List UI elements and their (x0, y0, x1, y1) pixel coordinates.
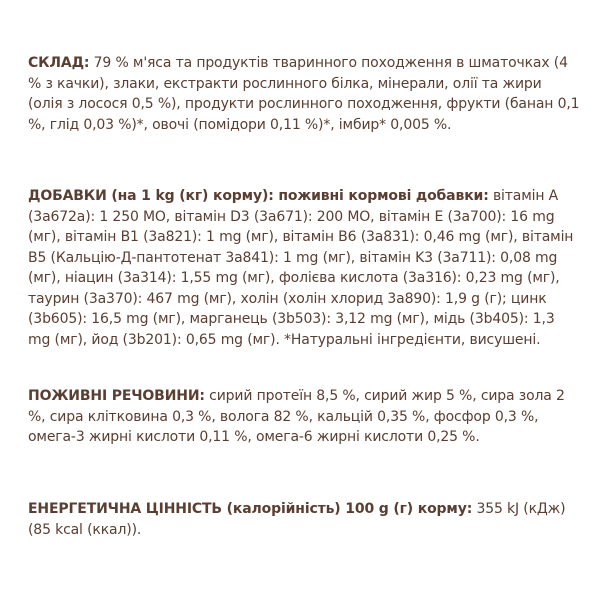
nutrients-heading: ПОЖИВНІ РЕЧОВИНИ: (28, 388, 205, 404)
composition-text: 79 % м'яса та продуктів тваринного походження в шматочках (4 % з качки), злаки, екстракти рослинного білка, мінерали, олії та жири (олія з лосося 0,5 %), продукти рослинного походження, фрукти (банан 0,1 %, глід 0,03 %)*, овочі (помідори 0,11 %)*, імбир* 0,005 %. (28, 55, 580, 133)
energy-section (28, 499, 580, 540)
additives-heading: ДОБАВКИ (на 1 kg (кг) корму): поживні кормові добавки: (28, 188, 489, 204)
additives-section (28, 186, 580, 350)
nutrients-text: сирий протеїн 8,5 %, сирий жир 5 %, сира зола 2 %, сира клітковина 0,3 %, волога 82 %, кальцій 0,35 %, фосфор 0,3 %, омега-3 жирні кислоти 0,11 %, омега-6 жирні кислоти 0,25 %. (28, 388, 565, 445)
composition-heading: СКЛАД: (28, 55, 90, 71)
energy-text: 355 kJ (кДж) (85 kcal (ккал)). (28, 501, 566, 538)
nutrients-section (28, 386, 580, 448)
energy-heading: ЕНЕРГЕТИЧНА ЦІННІСТЬ (калорійність) 100 g (г) корму: (28, 501, 473, 517)
additives-text: вітамін A (3a672a): 1 250 MO, вітамін D3 (3a671): 200 MO, вітамін E (3a700): 16 mg (мг), вітамін B1 (3a821): 1 mg (мг), вітамін B6 (3a831): 0,46 mg (мг), вітамін B5 (Кальцію-Д-пантотенат 3a841): 1 mg (мг), вітамін K3 (3a711): 0,08 mg (мг), ніацин (3a314): 1,55 mg (мг), фолієва кислота (3a316): 0,23 mg (мг), таурин (3a370): 467 mg (мг), холін (холін хлорид 3a890): 1,9 g (г); цинк (3b605): 16,5 mg (мг), марганець (3b503): 3,12 mg (мг), мідь (3b405): 1,3 mg (мг), йод (3b201): 0,65 mg (мг). *Натуральні інгредієнти, висушені. (28, 188, 574, 348)
composition-section (28, 53, 580, 135)
